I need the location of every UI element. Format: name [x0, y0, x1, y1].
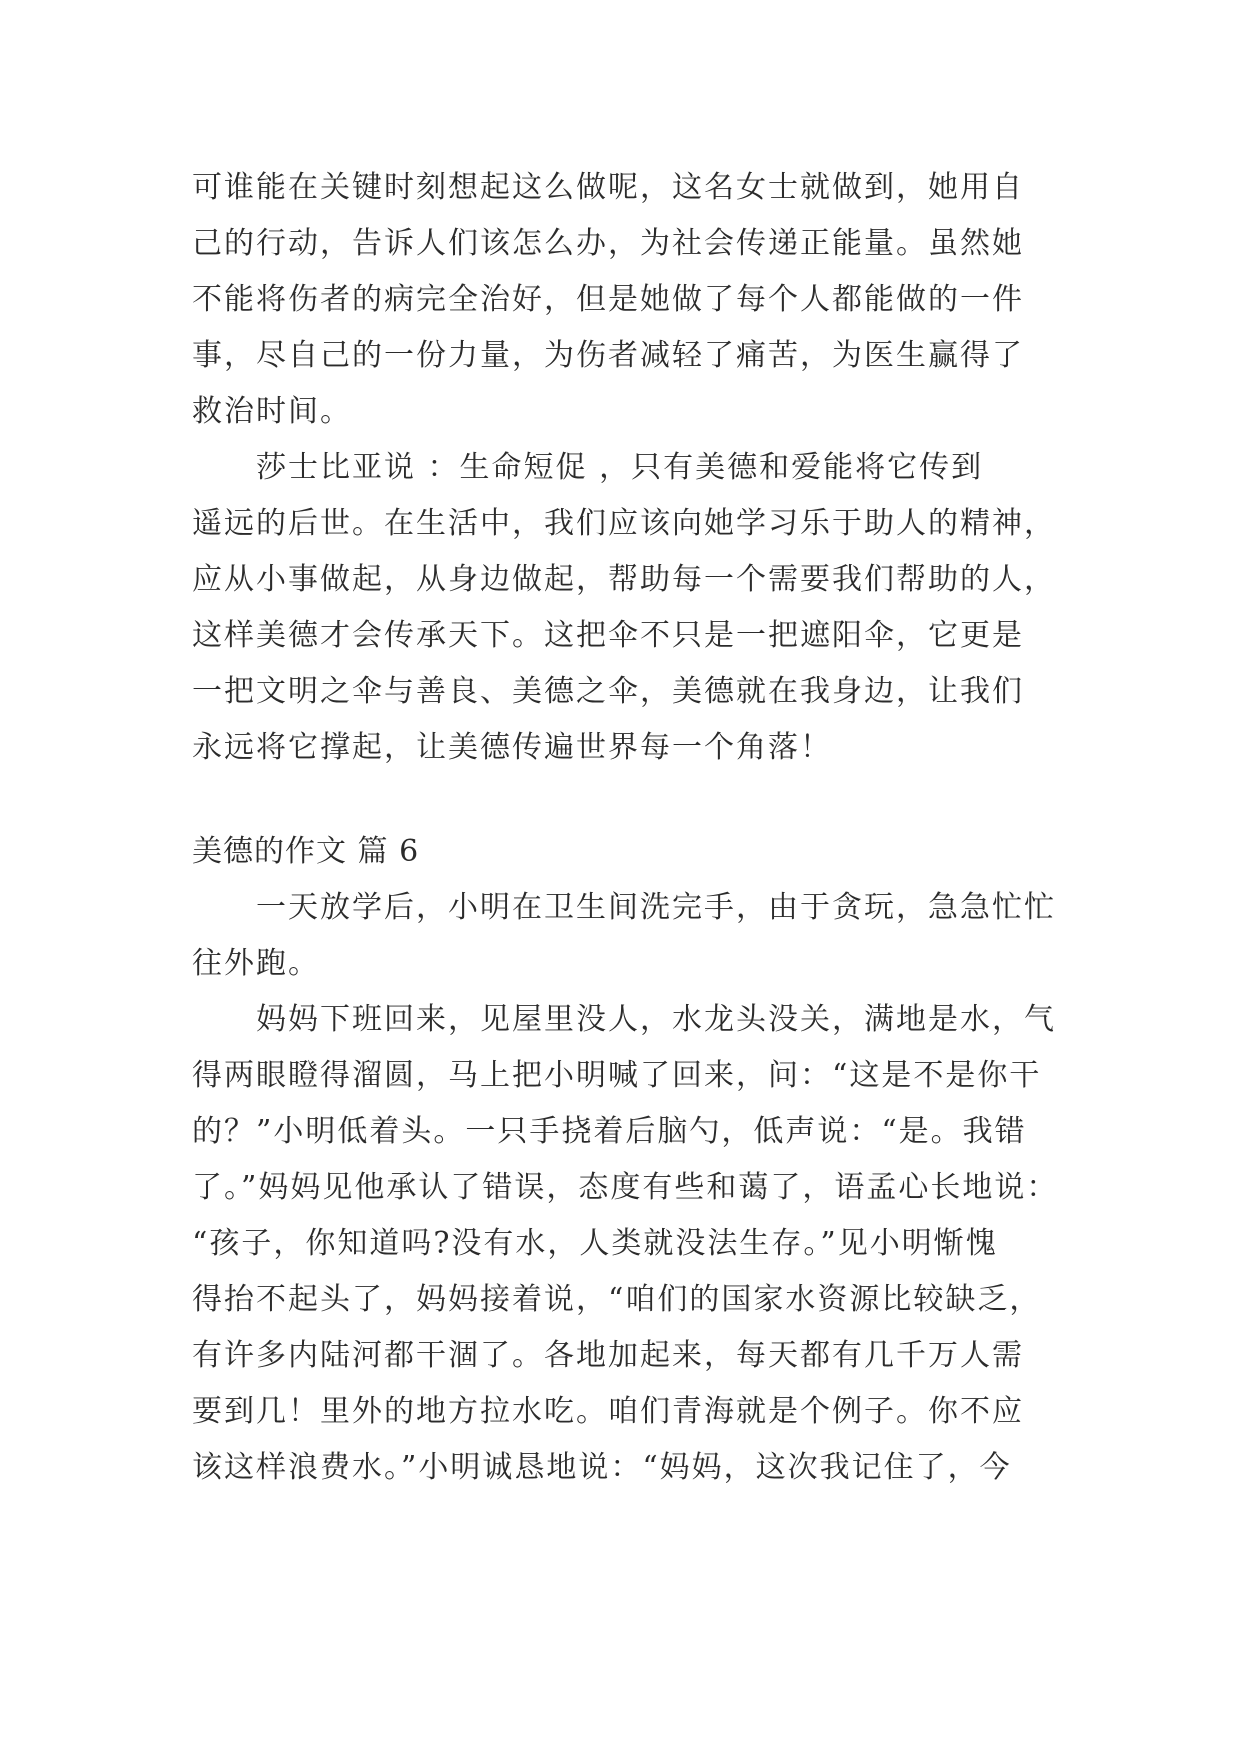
text-line: 得抬不起头了，妈妈接着说，“咱们的国家水资源比较缺乏，: [192, 1282, 1042, 1317]
document-page: [192, 160, 1059, 1496]
text-line: 不能将伤者的病完全治好，但是她做了每个人都能做的一件: [192, 282, 1024, 317]
text-line: 得两眼瞪得溜圆，马上把小明喊了回来，问：“这是不是你干: [192, 1058, 1042, 1093]
text-line: 往外跑。: [192, 946, 320, 981]
paragraph-4: [192, 992, 1059, 1496]
text-line: 莎士比亚说 ：生命短促 ，只有美德和爱能将它传到: [256, 450, 984, 485]
text-line: 该这样浪费水。”小明诚恳地说：“妈妈，这次我记住了，今: [192, 1450, 1012, 1485]
text-line: “孩子，你知道吗?没有水，人类就没法生存。”见小明惭愧: [192, 1226, 998, 1261]
text-line: 要到几！里外的地方拉水吃。咱们青海就是个例子。你不应: [192, 1394, 1024, 1429]
text-line: 一把文明之伞与善良、美德之伞，美德就在我身边，让我们: [192, 674, 1024, 709]
text-line: 有许多内陆河都干涸了。各地加起来，每天都有几千万人需: [192, 1338, 1024, 1373]
text-line: 一天放学后，小明在卫生间洗完手，由于贪玩，急急忙忙: [256, 890, 1056, 925]
text-line: 这样美德才会传承天下。这把伞不只是一把遮阳伞，它更是: [192, 618, 1024, 653]
paragraph-2: [192, 440, 1054, 776]
section-title: 美德的作文 篇 6: [192, 834, 420, 869]
text-line: 的？”小明低着头。一只手挠着后脑勺，低声说：“是。我错: [192, 1114, 1027, 1149]
text-line: 事，尽自己的一份力量，为伤者减轻了痛苦，为医生赢得了: [192, 338, 1024, 373]
text-line: 了。”妈妈见他承认了错误，态度有些和蔼了，语孟心长地说：: [192, 1170, 1059, 1205]
section-spacer: [192, 776, 1054, 824]
text-line: 永远将它撑起，让美德传遍世界每一个角落！: [192, 730, 832, 765]
paragraph-3: [192, 880, 1054, 992]
text-line: 己的行动，告诉人们该怎么办，为社会传递正能量。虽然她: [192, 226, 1024, 261]
text-line: 应从小事做起，从身边做起，帮助每一个需要我们帮助的人，: [192, 562, 1056, 597]
text-line: 可谁能在关键时刻想起这么做呢，这名女士就做到，她用自: [192, 170, 1024, 205]
text-line: 妈妈下班回来，见屋里没人，水龙头没关，满地是水，气: [256, 1002, 1056, 1037]
paragraph-1: [192, 160, 1054, 440]
text-line: 救治时间。: [192, 394, 352, 429]
text-line: 遥远的后世。在生活中，我们应该向她学习乐于助人的精神，: [192, 506, 1056, 541]
